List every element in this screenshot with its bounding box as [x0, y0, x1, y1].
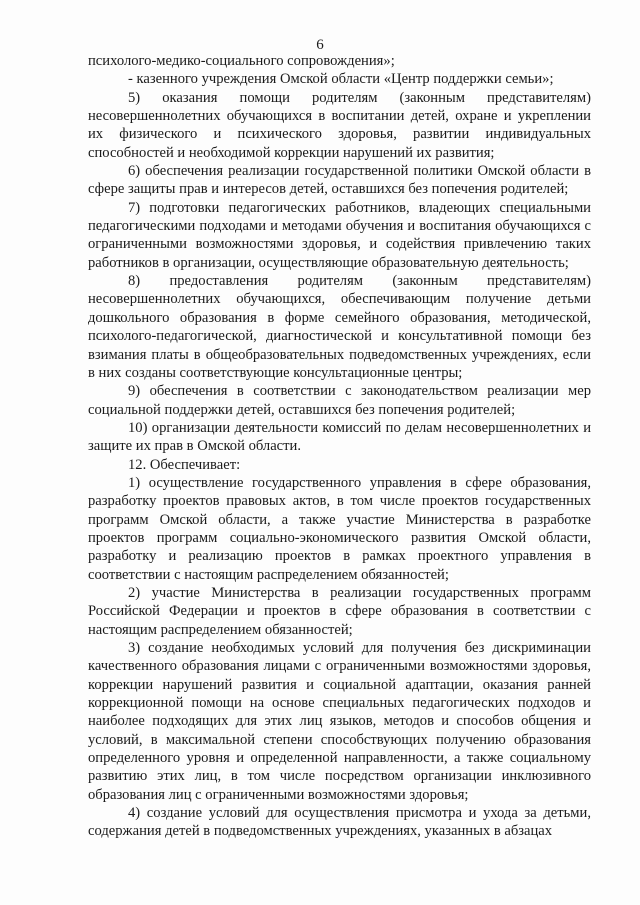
- paragraph: 10) организации деятельности комиссий по делам несовершеннолетних и защите их прав в Омской области.: [88, 419, 591, 455]
- paragraph: - казенного учреждения Омской области «Центр поддержки семьи»;: [128, 71, 554, 88]
- paragraph: 9) обеспечения в соответствии с законодательством реализации мер социальной поддержки детей, оставшихся без попечения родителей;: [88, 383, 591, 418]
- paragraph: 2) участие Министерства в реализации государственных программ Российской Федерации и проектов в сфере образования в соответствии с настоящим распределением обязанностей;: [88, 584, 591, 638]
- paragraph: 3) создание необходимых условий для получения без дискриминации качественного образования лицами с ограниченными возможностями здоровья, коррекции нарушений развития и социальной адаптации, оказания ранней коррекционной помощи на основе специальных педагогических подходов и наиболее подходящих для этих лиц языков, методов и способов общения и условий, в максимальной степени способствующих получению образования определенного уровня и определенной направленности, а также социальному развитию этих лиц, в том числе посредством организации инклюзивного образования лиц с ограниченными возможностями здоровья;: [88, 640, 591, 803]
- paragraph: 6) обеспечения реализации государственной политики Омской области в сфере защиты прав и интересов детей, оставшихся без попечения родителей;: [88, 163, 591, 198]
- document-body: [88, 52, 591, 841]
- paragraph: 8) предоставления родителям (законным представителям) несовершеннолетних обучающихся, обеспечивающим получение детьми дошкольного образования в форме семейного образования, методической, психолого-педагогической, диагностической и консультативной помощи без взимания платы в общеобразовательных подведомственных учреждениях, если в них созданы соответствующие консультационные центры;: [88, 273, 591, 381]
- paragraph: 1) осуществление государственного управления в сфере образования, разработку проектов правовых актов, в том числе проектов государственных программ Омской области, а также участие Министерства в разработке проектов программ социально-экономического развития Омской области, разработку и реализацию проектов в рамках проектного управления в соответствии с настоящим распределением обязанностей;: [88, 474, 591, 583]
- page-number: 6: [316, 37, 324, 53]
- paragraph: 5) оказания помощи родителям (законным представителям) несовершеннолетних обучающихся в воспитании детей, охране и укреплении их физического и психического здоровья, развитии индивидуальных способностей и необходимой коррекции нарушений их развития;: [88, 89, 591, 161]
- paragraph: 4) создание условий для осуществления присмотра и ухода за детьми, содержания детей в подведомственных учреждениях, указанных в абзацах: [88, 805, 591, 840]
- paragraph: психолого-медико-социального сопровождения»;: [88, 53, 395, 69]
- paragraph: 12. Обеспечивает:: [128, 456, 241, 473]
- paragraph: 7) подготовки педагогических работников, владеющих специальными педагогическими подходами и методами обучения и воспитания обучающихся с ограниченными возможностями здоровья, и содействия привлечению таких работников в организации, осуществляющие образовательную деятельность;: [88, 199, 591, 271]
